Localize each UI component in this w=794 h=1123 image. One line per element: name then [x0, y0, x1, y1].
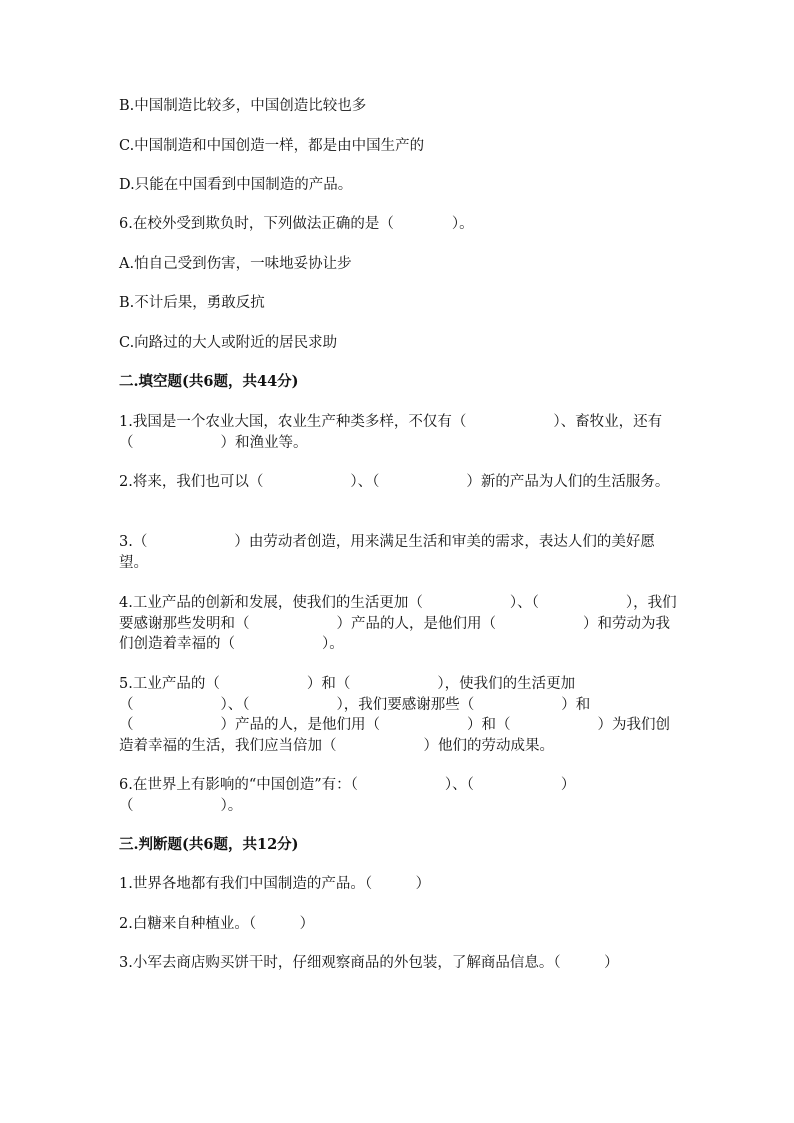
judge-question-1: 1.世界各地都有我们中国制造的产品。（ ） — [119, 876, 431, 892]
fill-question-5: 5.工业产品的（ ）和（ ），使我们的生活更加（ ）、（ ），我们要感谢那些（ ）和（ ）产品的人，是他们用（ ）和（ ）为我们创造着幸福的生活，我们应当倍加（ ）他们的劳动成果。 — [119, 676, 670, 754]
section-2-heading: 二.填空题(共6题，共44分) — [119, 373, 299, 390]
option-6b: B.不计后果，勇敢反抗 — [119, 295, 265, 311]
section-3-heading: 三.判断题(共6题，共12分) — [119, 836, 299, 853]
option-5c: C.中国制造和中国创造一样，都是由中国生产的 — [119, 138, 425, 154]
fill-question-4: 4.工业产品的创新和发展，使我们的生活更加（ ）、（ ），我们要感谢那些发明和（ ）产品的人，是他们用（ ）和劳动为我们创造着幸福的（ ）。 — [119, 595, 677, 652]
fill-question-1: 1.我国是一个农业大国，农业生产种类多样，不仅有（ ）、畜牧业，还有（ ）和渔业等。 — [119, 414, 663, 451]
option-6a: A.怕自己受到伤害，一味地妥协让步 — [119, 256, 352, 272]
question-6-stem: 6.在校外受到欺负时，下列做法正确的是（ ）。 — [119, 216, 474, 232]
option-5b: B.中国制造比较多，中国创造比较也多 — [119, 98, 367, 114]
option-5d: D.只能在中国看到中国制造的产品。 — [119, 177, 353, 193]
fill-question-2: 2.将来，我们也可以（ ）、（ ）新的产品为人们的生活服务。 — [119, 474, 670, 490]
fill-question-3: 3.（ ）由劳动者创造，用来满足生活和审美的需求，表达人们的美好愿望。 — [119, 534, 655, 571]
option-6c: C.向路过的大人或附近的居民求助 — [119, 335, 338, 351]
judge-question-3: 3.小军去商店购买饼干时，仔细观察商品的外包装，了解商品信息。（ ） — [119, 955, 619, 971]
judge-question-2: 2.白糖来自种植业。（ ） — [119, 916, 315, 932]
fill-question-6: 6.在世界上有影响的“中国创造”有：（ ）、（ ）（ ）。 — [119, 777, 576, 814]
